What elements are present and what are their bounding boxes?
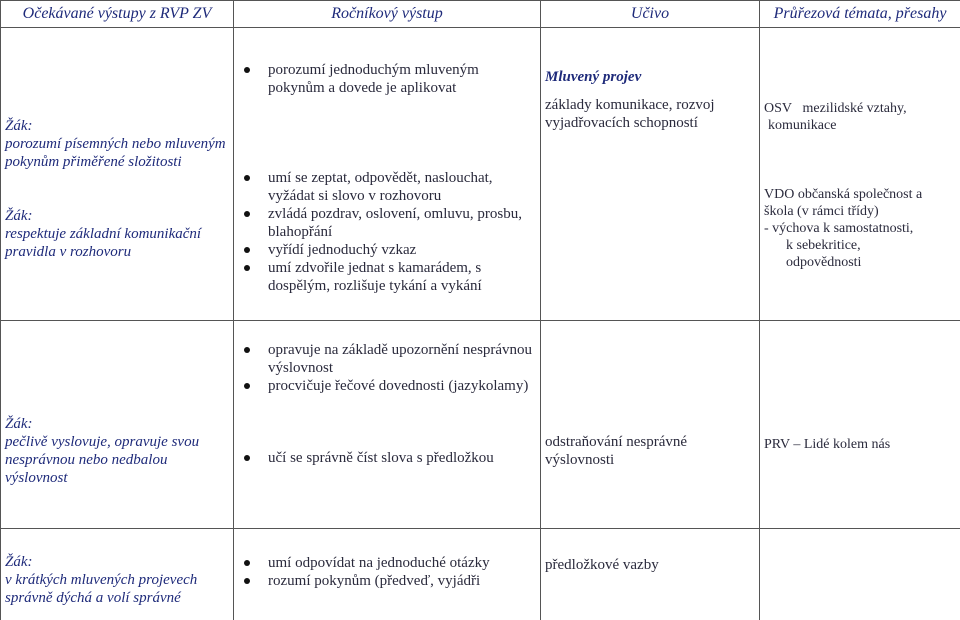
prv-theme: PRV – Lidé kolem nás [764, 437, 891, 452]
curriculum-text: předložkové vazby [545, 557, 659, 573]
header-expected-outcomes: Očekávané výstupy z RVP ZV [1, 1, 234, 28]
annual-outcome-list [238, 554, 536, 590]
themes-cell [760, 321, 960, 529]
annual-outcome-cell [234, 529, 541, 620]
outcome-text: pečlivě vyslovuje, opravuje svou nesprávnou nebo nedbalou výslovnost [5, 434, 200, 486]
pupil-label: Žák: [5, 208, 33, 224]
list-item: umí odpovídat na jednoduché otázky [238, 554, 536, 572]
curriculum-text: základy komunikace, rozvoj vyjadřovacích schopností [545, 97, 715, 131]
osv-label: OSV [764, 101, 793, 116]
curriculum-cell [541, 321, 760, 529]
table-row [1, 28, 960, 321]
annual-outcome-list [238, 341, 536, 395]
outcome-text: porozumí písemných nebo mluveným pokynům přiměřené složitosti [5, 136, 226, 170]
curriculum-heading: Mluvený projev [545, 69, 642, 85]
list-item: vyřídí jednoduchý vzkaz [238, 241, 536, 259]
vdo-line-3: - výchova k samostatnosti, [764, 221, 914, 236]
outcomes-cell [1, 321, 234, 529]
themes-cell [760, 529, 960, 620]
list-item: učí se správně číst slova s předložkou [238, 449, 536, 467]
outcome-text: respektuje základní komunikační pravidla v rozhovoru [5, 226, 202, 260]
list-item: umí se zeptat, odpovědět, naslouchat, vyžádat si slovo v rozhovoru [238, 169, 536, 205]
vdo-line-1: VDO občanská společnost a [764, 187, 923, 202]
vdo-line-5: odpovědnosti [786, 255, 862, 270]
pupil-label: Žák: [5, 416, 33, 432]
pupil-label: Žák: [5, 554, 33, 570]
table-row [1, 321, 960, 529]
outcome-text: v krátkých mluvených projevech správně dýchá a volí správné [5, 572, 198, 606]
list-item: rozumí pokynům (předveď, vyjádři [238, 572, 536, 590]
header-row [1, 1, 960, 28]
header-cross-themes: Průřezová témata, přesahy [760, 1, 960, 28]
curriculum-cell [541, 28, 760, 321]
annual-outcome-list [238, 449, 536, 467]
themes-cell [760, 28, 960, 321]
list-item: procvičuje řečové dovednosti (jazykolamy) [238, 377, 536, 395]
osv-text: mezilidské vztahy, [802, 101, 907, 116]
curriculum-text: odstraňování nesprávné výslovnosti [545, 434, 688, 468]
list-item: porozumí jednoduchým mluveným pokynům a dovede je aplikovat [238, 61, 536, 97]
list-item: zvládá pozdrav, oslovení, omluvu, prosbu, blahopřání [238, 205, 536, 241]
list-item: umí zdvořile jednat s kamarádem, s dospělým, rozlišuje tykání a vykání [238, 259, 536, 295]
pupil-label: Žák: [5, 118, 33, 134]
header-annual-outcome: Ročníkový výstup [234, 1, 541, 28]
vdo-line-4: k sebekritice, [786, 238, 861, 253]
annual-outcome-list [238, 169, 536, 295]
list-item: opravuje na základě upozornění nesprávnou výslovnost [238, 341, 536, 377]
annual-outcome-cell [234, 321, 541, 529]
vdo-line-2: škola (v rámci třídy) [764, 204, 879, 219]
header-curriculum: Učivo [541, 1, 760, 28]
annual-outcome-list [238, 61, 536, 97]
curriculum-cell [541, 529, 760, 620]
osv-line [764, 100, 956, 117]
osv-text-2: komunikace [768, 118, 837, 133]
table-row [1, 529, 960, 620]
outcomes-cell [1, 529, 234, 620]
annual-outcome-cell [234, 28, 541, 321]
outcomes-cell [1, 28, 234, 321]
